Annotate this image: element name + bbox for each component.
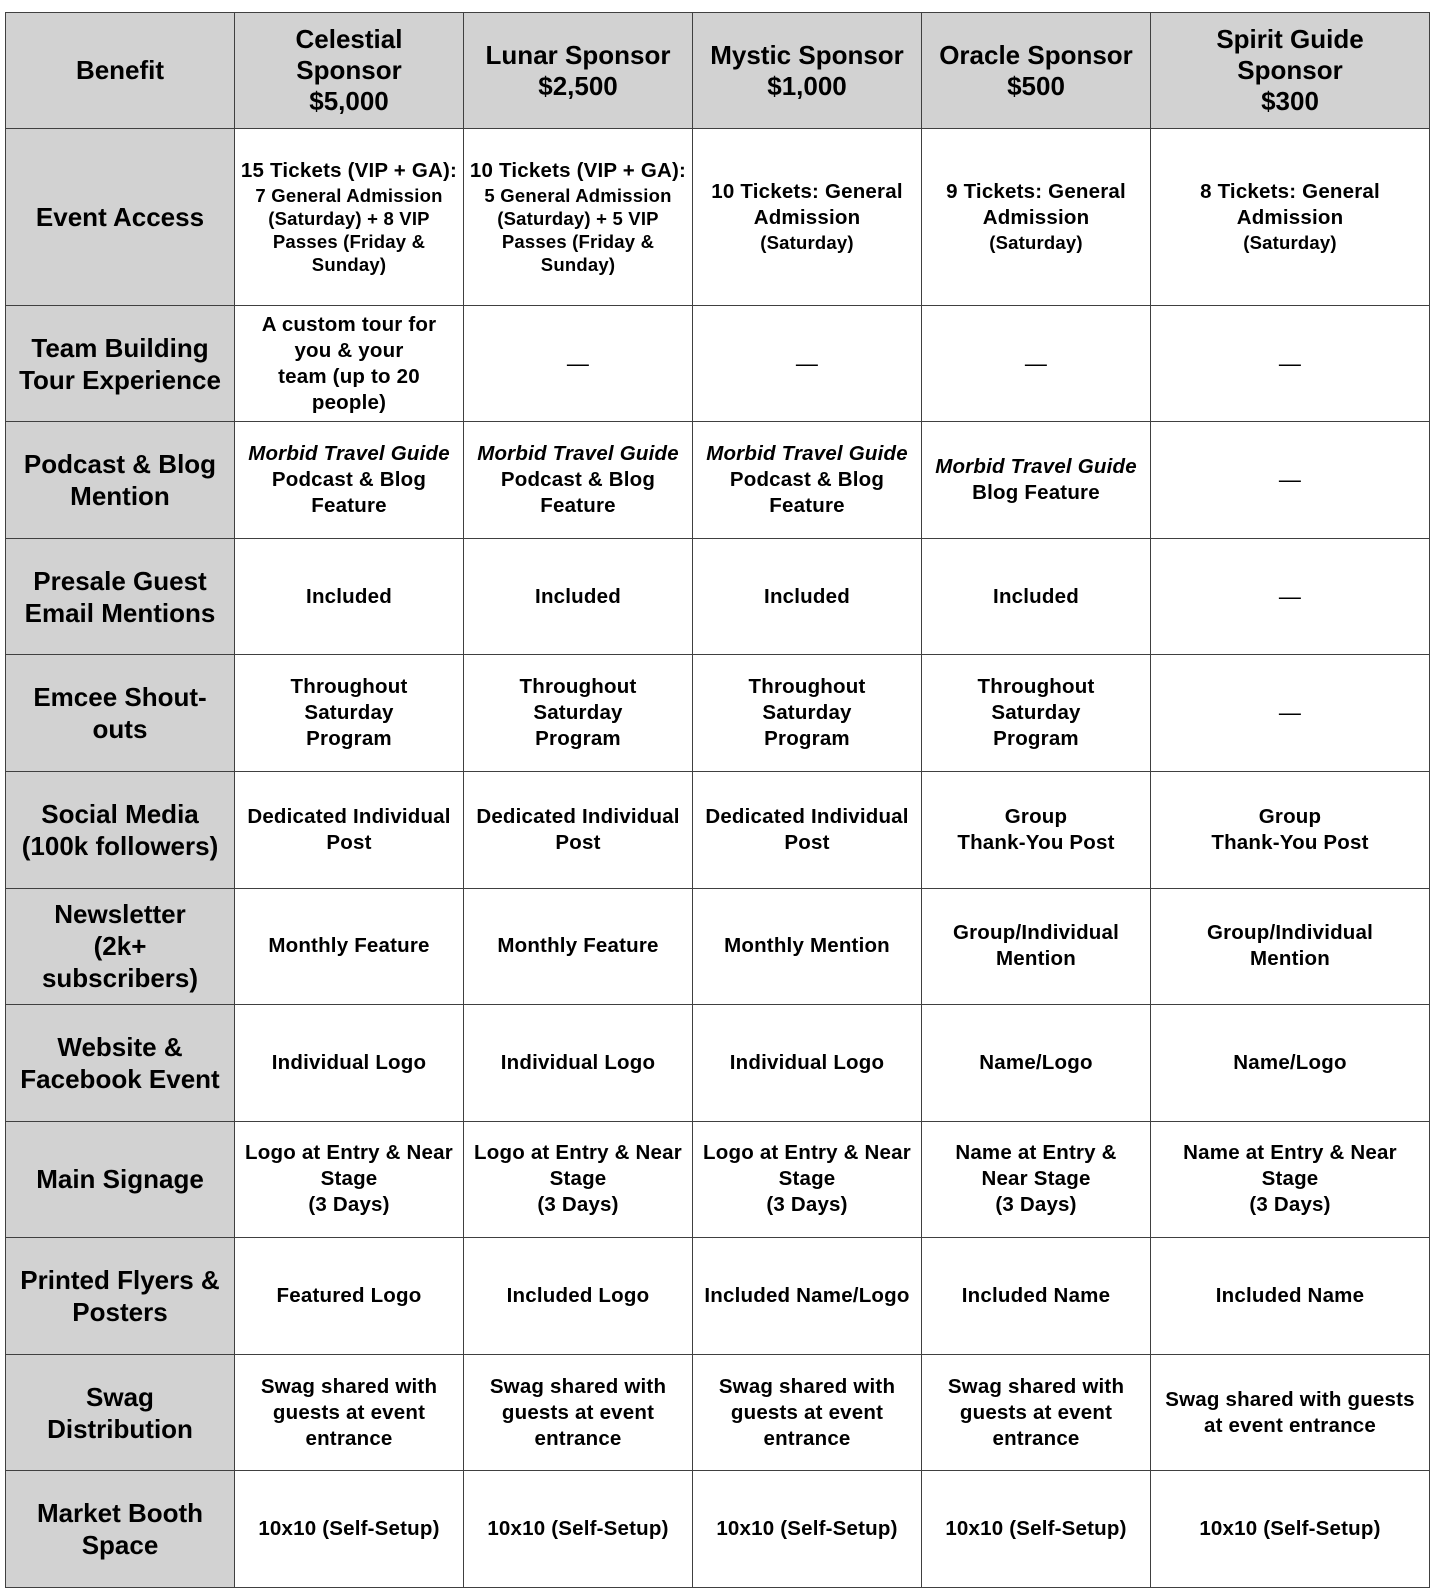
table-cell: Swag shared with guests at event entrance xyxy=(922,1354,1151,1471)
header-benefit: Benefit xyxy=(6,13,235,129)
guide-name: Morbid Travel Guide xyxy=(706,442,908,466)
table-cell: Included Name xyxy=(922,1238,1151,1355)
table-cell: 10x10 (Self-Setup) xyxy=(235,1471,464,1588)
cell-ticket-count: 10 Tickets: General Admission xyxy=(711,180,903,230)
row-printed-flyers xyxy=(6,1238,1430,1355)
header-lunar-sponsor: Lunar Sponsor $2,500 xyxy=(464,13,693,129)
table-cell: Name/Logo xyxy=(922,1005,1151,1122)
benefit-label: Social Media (100k followers) xyxy=(6,772,235,889)
table-cell xyxy=(922,129,1151,306)
table-cell: Logo at Entry & Near Stage (3 Days) xyxy=(464,1121,693,1238)
table-cell: 10x10 (Self-Setup) xyxy=(693,1471,922,1588)
table-cell: Included xyxy=(235,538,464,655)
cell-text: Podcast & Blog Feature xyxy=(500,468,656,518)
table-cell: Dedicated Individual Post xyxy=(464,772,693,889)
table-cell: Individual Logo xyxy=(693,1005,922,1122)
table-cell: 10x10 (Self-Setup) xyxy=(922,1471,1151,1588)
table-cell: Name at Entry & Near Stage (3 Days) xyxy=(922,1121,1151,1238)
table-cell: A custom tour for you & your team (up to 20 people) xyxy=(235,305,464,422)
guide-name: Morbid Travel Guide xyxy=(248,442,450,466)
row-presale-email xyxy=(6,538,1430,655)
header-celestial-sponsor: Celestial Sponsor $5,000 xyxy=(235,13,464,129)
row-social-media xyxy=(6,772,1430,889)
table-cell: — xyxy=(464,305,693,422)
row-website-facebook xyxy=(6,1005,1430,1122)
benefit-label: Market Booth Space xyxy=(6,1471,235,1588)
benefit-label: Swag Distribution xyxy=(6,1354,235,1471)
header-row xyxy=(6,13,1430,129)
row-podcast-blog xyxy=(6,422,1430,539)
benefit-label: Podcast & Blog Mention xyxy=(6,422,235,539)
table-cell xyxy=(922,422,1151,539)
benefit-label: Presale Guest Email Mentions xyxy=(6,538,235,655)
table-cell: — xyxy=(1151,655,1430,772)
table-cell: Monthly Feature xyxy=(464,888,693,1005)
cell-ticket-count: 10 Tickets (VIP + GA): xyxy=(469,158,687,182)
row-team-building xyxy=(6,305,1430,422)
table-cell: Monthly Mention xyxy=(693,888,922,1005)
table-cell: Included Name xyxy=(1151,1238,1430,1355)
table-cell: Swag shared with guests at event entrance xyxy=(1151,1354,1430,1471)
table-cell: — xyxy=(1151,538,1430,655)
table-cell: Throughout Saturday Program xyxy=(235,655,464,772)
cell-text: Podcast & Blog Feature xyxy=(729,468,885,518)
table-cell: Dedicated Individual Post xyxy=(693,772,922,889)
table-cell: Throughout Saturday Program xyxy=(693,655,922,772)
table-cell xyxy=(693,129,922,306)
row-emcee xyxy=(6,655,1430,772)
table-cell: — xyxy=(1151,305,1430,422)
cell-text: Blog Feature xyxy=(972,481,1100,505)
table-cell: Swag shared with guests at event entrance xyxy=(464,1354,693,1471)
table-cell: Throughout Saturday Program xyxy=(922,655,1151,772)
table-cell: Name/Logo xyxy=(1151,1005,1430,1122)
table-cell: — xyxy=(922,305,1151,422)
table-cell xyxy=(235,129,464,306)
row-swag-distribution xyxy=(6,1354,1430,1471)
benefit-label: Newsletter (2k+ subscribers) xyxy=(6,888,235,1005)
table-cell: 10x10 (Self-Setup) xyxy=(464,1471,693,1588)
table-cell: Included xyxy=(693,538,922,655)
table-cell: Group/Individual Mention xyxy=(922,888,1151,1005)
guide-name: Morbid Travel Guide xyxy=(935,455,1137,479)
table-cell: Individual Logo xyxy=(235,1005,464,1122)
row-newsletter xyxy=(6,888,1430,1005)
cell-ticket-detail: (Saturday) xyxy=(1243,232,1337,254)
benefit-label: Website & Facebook Event xyxy=(6,1005,235,1122)
table-cell: Monthly Feature xyxy=(235,888,464,1005)
benefit-label: Emcee Shout- outs xyxy=(6,655,235,772)
table-cell xyxy=(464,129,693,306)
benefit-label: Team Building Tour Experience xyxy=(6,305,235,422)
table-cell: Included xyxy=(464,538,693,655)
table-cell: Swag shared with guests at event entrance xyxy=(693,1354,922,1471)
table-cell: — xyxy=(693,305,922,422)
table-cell: Group Thank-You Post xyxy=(1151,772,1430,889)
table-cell: Throughout Saturday Program xyxy=(464,655,693,772)
header-mystic-sponsor: Mystic Sponsor $1,000 xyxy=(693,13,922,129)
table-cell xyxy=(464,422,693,539)
header-oracle-sponsor: Oracle Sponsor $500 xyxy=(922,13,1151,129)
table-cell: Included Name/Logo xyxy=(693,1238,922,1355)
guide-name: Morbid Travel Guide xyxy=(477,442,679,466)
cell-ticket-count: 15 Tickets (VIP + GA): xyxy=(240,158,458,182)
header-spirit-guide-sponsor: Spirit Guide Sponsor $300 xyxy=(1151,13,1430,129)
cell-ticket-count: 8 Tickets: General Admission xyxy=(1200,180,1380,230)
table-cell: Group/Individual Mention xyxy=(1151,888,1430,1005)
table-cell: Group Thank-You Post xyxy=(922,772,1151,889)
table-cell xyxy=(235,422,464,539)
table-cell: Swag shared with guests at event entrance xyxy=(235,1354,464,1471)
table-cell: — xyxy=(1151,422,1430,539)
benefit-label: Event Access xyxy=(6,129,235,306)
cell-ticket-detail: (Saturday) xyxy=(760,232,854,254)
benefit-label: Main Signage xyxy=(6,1121,235,1238)
table-cell xyxy=(1151,129,1430,306)
table-cell: Dedicated Individual Post xyxy=(235,772,464,889)
table-cell: Featured Logo xyxy=(235,1238,464,1355)
row-market-booth xyxy=(6,1471,1430,1588)
table-cell: Logo at Entry & Near Stage (3 Days) xyxy=(235,1121,464,1238)
table-cell xyxy=(693,422,922,539)
table-cell: Name at Entry & Near Stage (3 Days) xyxy=(1151,1121,1430,1238)
cell-ticket-detail: 5 General Admission (Saturday) + 5 VIP Passes (Friday & Sunday) xyxy=(484,184,672,275)
cell-ticket-detail: 7 General Admission (Saturday) + 8 VIP Passes (Friday & Sunday) xyxy=(255,184,443,275)
cell-ticket-detail: (Saturday) xyxy=(989,232,1083,254)
row-main-signage xyxy=(6,1121,1430,1238)
table-cell: Included Logo xyxy=(464,1238,693,1355)
table-cell: Included xyxy=(922,538,1151,655)
cell-text: Podcast & Blog Feature xyxy=(271,468,427,518)
cell-ticket-count: 9 Tickets: General Admission xyxy=(946,180,1126,230)
row-event-access xyxy=(6,129,1430,306)
table-cell: 10x10 (Self-Setup) xyxy=(1151,1471,1430,1588)
sponsorship-benefits-table xyxy=(5,12,1430,1588)
benefit-label: Printed Flyers & Posters xyxy=(6,1238,235,1355)
table-cell: Individual Logo xyxy=(464,1005,693,1122)
table-cell: Logo at Entry & Near Stage (3 Days) xyxy=(693,1121,922,1238)
